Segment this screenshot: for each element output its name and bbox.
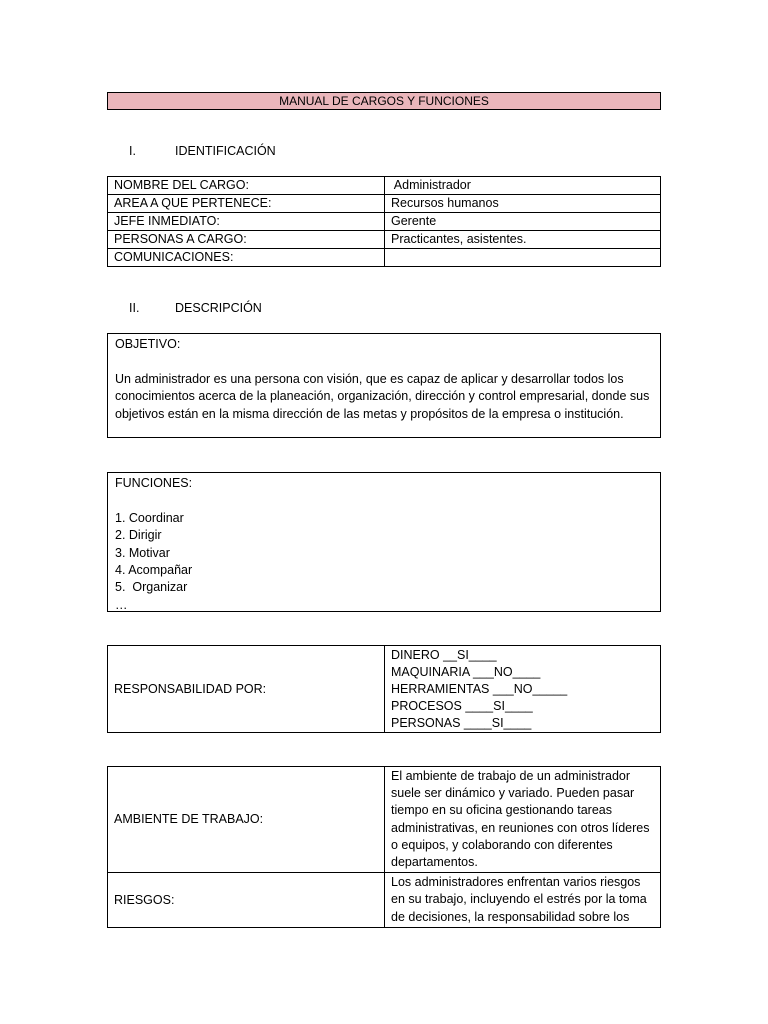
text-line: o equipos, y colaborando con diferentes bbox=[391, 837, 613, 852]
field-value: Administrador bbox=[385, 177, 661, 195]
field-label: COMUNICACIONES: bbox=[108, 249, 385, 267]
list-item: PERSONAS ____SI____ bbox=[391, 715, 532, 730]
text-line: administrativas, en reuniones con otros líderes bbox=[391, 820, 650, 835]
list-item: 3. Motivar bbox=[115, 545, 170, 560]
list-item: 1. Coordinar bbox=[115, 510, 184, 525]
table-row bbox=[108, 213, 661, 231]
objective-box bbox=[107, 333, 661, 438]
list-item: HERRAMIENTAS ___NO_____ bbox=[391, 681, 568, 696]
functions-box bbox=[107, 472, 661, 612]
field-label: JEFE INMEDIATO: bbox=[108, 213, 385, 231]
environment-text bbox=[385, 767, 661, 873]
text-line: tiempo en su oficina gestionando tareas bbox=[391, 803, 612, 818]
responsibility-table bbox=[107, 645, 661, 733]
list-item: … bbox=[115, 597, 128, 612]
objective-label: OBJETIVO: bbox=[115, 337, 181, 351]
section-title: DESCRIPCIÓN bbox=[175, 301, 262, 315]
environment-risks-table bbox=[107, 766, 661, 928]
objective-line: objetivos están en la misma dirección de las metas y propósitos de la empresa o institución. bbox=[115, 406, 624, 421]
section-descripcion-heading bbox=[129, 301, 262, 315]
section-title: IDENTIFICACIÓN bbox=[175, 144, 276, 158]
table-row bbox=[108, 873, 661, 928]
text-line: El ambiente de trabajo de un administrador bbox=[391, 769, 631, 783]
field-value bbox=[385, 249, 661, 267]
risks-label: RIESGOS: bbox=[108, 873, 385, 928]
list-item: MAQUINARIA ___NO____ bbox=[391, 664, 541, 679]
document-title: MANUAL DE CARGOS Y FUNCIONES bbox=[107, 92, 661, 110]
responsibility-values bbox=[385, 646, 661, 733]
text-line: Los administradores enfrentan varios riesgos bbox=[391, 875, 641, 890]
risks-text bbox=[385, 873, 661, 928]
field-label: PERSONAS A CARGO: bbox=[108, 231, 385, 249]
field-value: Gerente bbox=[385, 213, 661, 231]
field-label: NOMBRE DEL CARGO: bbox=[108, 177, 385, 195]
list-item: 2. Dirigir bbox=[115, 528, 162, 543]
objective-line: Un administrador es una persona con visión, que es capaz de aplicar y desarrollar todos los bbox=[115, 371, 624, 386]
identification-table bbox=[107, 176, 661, 267]
table-row bbox=[108, 646, 661, 733]
text-line: en su trabajo, incluyendo el estrés por la toma bbox=[391, 892, 647, 907]
table-row bbox=[108, 231, 661, 249]
field-value: Recursos humanos bbox=[385, 195, 661, 213]
section-number: I. bbox=[129, 144, 136, 158]
text-line: de decisiones, la responsabilidad sobre los bbox=[391, 909, 630, 924]
list-item: PROCESOS ____SI____ bbox=[391, 698, 533, 713]
list-item: 4. Acompañar bbox=[115, 563, 193, 578]
section-number: II. bbox=[129, 301, 140, 315]
table-row bbox=[108, 767, 661, 873]
objective-line: conocimientos acerca de la planeación, organización, dirección y control empresarial, donde sus bbox=[115, 389, 650, 404]
functions-label: FUNCIONES: bbox=[115, 476, 193, 490]
text-line: departamentos. bbox=[391, 855, 478, 870]
section-identificacion-heading bbox=[129, 144, 276, 158]
field-value: Practicantes, asistentes. bbox=[385, 231, 661, 249]
table-row bbox=[108, 195, 661, 213]
list-item: 5. Organizar bbox=[115, 580, 188, 595]
field-label: AREA A QUE PERTENECE: bbox=[108, 195, 385, 213]
environment-label: AMBIENTE DE TRABAJO: bbox=[108, 767, 385, 873]
table-row bbox=[108, 249, 661, 267]
responsibility-label: RESPONSABILIDAD POR: bbox=[108, 646, 385, 733]
text-line: suele ser dinámico y variado. Pueden pasar bbox=[391, 786, 635, 801]
table-row bbox=[108, 177, 661, 195]
list-item: DINERO __SI____ bbox=[391, 647, 497, 662]
